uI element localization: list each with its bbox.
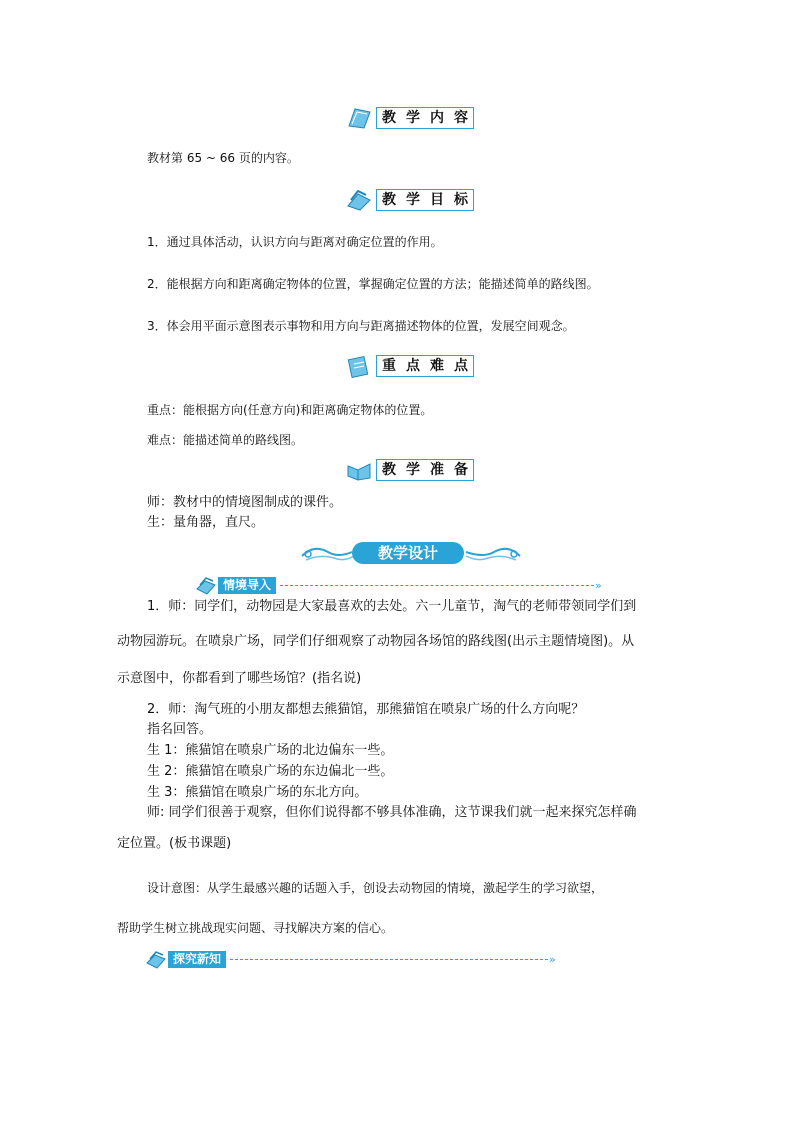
pages-icon [346,354,372,378]
objective-2: 2．能根据方向和距离确定物体的位置，掌握确定位置的方法；能描述简单的路线图。 [147,277,599,291]
intro-p1-line2: 动物园游玩。在喷泉广场，同学们仔细观察了动物园各场馆的路线图(出示主题情境图)。从 [117,634,635,649]
banner-title: 教学设计 [352,542,464,564]
section-title: 教 学 内 容 [376,107,474,129]
key-point: 重点：能根据方向(任意方向)和距离确定物体的位置。 [147,403,433,417]
section-header-content [346,106,474,130]
design-banner [300,540,522,566]
objective-3: 3．体会用平面示意图表示事物和用方向与距离描述物体的位置，发展空间观念。 [147,319,575,333]
difficult-point: 难点：能描述简单的路线图。 [147,433,304,447]
subheader-explore [146,949,556,969]
objective-1: 1．通过具体活动，认识方向与距离对确定位置的作用。 [147,235,443,249]
books-icon [346,188,372,212]
section-title: 教 学 目 标 [376,189,474,211]
student-answer-2: 生 2：熊猫馆在喷泉广场的东边偏北一些。 [147,764,394,779]
book-stack-icon [146,949,166,969]
content-text: 教材第 65 ~ 66 页的内容。 [147,151,299,165]
dashed-line [280,585,594,586]
section-header-objectives [346,188,474,212]
section-title: 重 点 难 点 [376,355,474,377]
intro-p2: 2．师：淘气班的小朋友都想去熊猫馆，那熊猫馆在喷泉广场的什么方向呢？ [147,702,585,717]
teacher-summary-line2: 定位置。(板书课题) [117,836,232,851]
subheader-label: 情境导入 [218,577,276,594]
intro-p1-line1: 1．师：同学们，动物园是大家最喜欢的去处。六一儿童节，淘气的老师带领同学们到 [147,599,637,614]
section-header-keypoints [346,354,474,378]
subheader-label: 探究新知 [168,951,226,968]
design-intent-line2: 帮助学生树立挑战现实问题、寻找解决方案的信心。 [117,921,394,935]
intro-p1-line3: 示意图中，你都看到了哪些场馆？(指名说) [117,671,362,686]
dashed-line [230,959,548,960]
student-answer-1: 生 1：熊猫馆在喷泉广场的北边偏东一些。 [147,743,394,758]
intro-p3: 指名回答。 [147,722,213,737]
open-book-icon [346,458,372,482]
double-chevron-icon: » [595,578,602,592]
subheader-intro [196,575,602,595]
section-header-preparation [346,458,474,482]
design-intent-line1: 设计意图：从学生最感兴趣的话题入手，创设去动物园的情境，激起学生的学习欲望， [147,881,604,895]
book-stack-icon [196,575,216,595]
prep-teacher: 师：教材中的情境图制成的课件。 [147,495,343,510]
book-icon [346,106,372,130]
teacher-summary-line1: 师: 同学们很善于观察，但你们说得都不够具体准确，这节课我们就一起来探究怎样确 [147,805,637,820]
student-answer-3: 生 3：熊猫馆在喷泉广场的东北方向。 [147,785,368,800]
prep-student: 生：量角器，直尺。 [147,515,265,530]
double-chevron-icon: » [549,952,556,966]
section-title: 教 学 准 备 [376,459,474,481]
